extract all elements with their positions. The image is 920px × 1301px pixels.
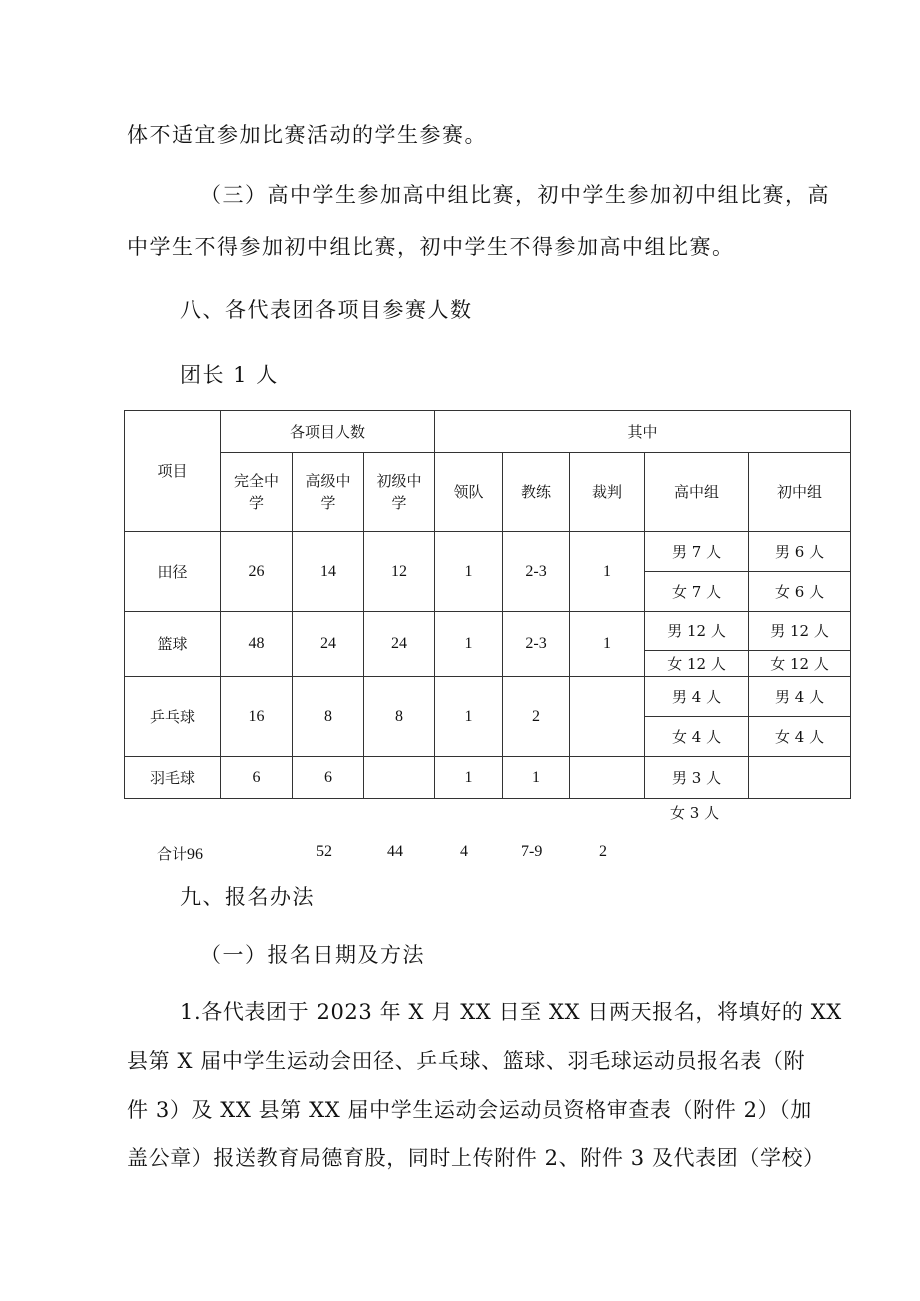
totals-junior: 44 (387, 843, 403, 860)
cell-mid-female: 女 6 人 (749, 572, 851, 612)
paragraph-rule-3-line2: 中学生不得参加初中组比赛，初中学生不得参加高中组比赛。 (127, 235, 735, 259)
cell-senior: 24 (293, 612, 364, 677)
cell-senior: 8 (293, 677, 364, 757)
section-heading-8: 八、各代表团各项目参赛人数 (180, 298, 473, 322)
cell-senior: 6 (293, 757, 364, 799)
cell-coach: 2-3 (503, 612, 570, 677)
totals-coach: 7-9 (521, 843, 543, 860)
subheading-registration-dates: （一）报名日期及方法 (200, 943, 425, 967)
cell-mid-male: 男 6 人 (749, 532, 851, 572)
cell-leader: 1 (435, 677, 503, 757)
totals-label-row (157, 843, 203, 864)
cell-junior: 24 (364, 612, 435, 677)
cell-leader: 1 (435, 612, 503, 677)
cell-high-male: 男 12 人 (645, 612, 749, 651)
paragraph-registration-line4: 盖公章）报送教育局德育股，同时上传附件 2、附件 3 及代表团（学校） (127, 1146, 825, 1170)
cell-leader: 1 (435, 532, 503, 612)
row-name-basketball: 篮球 (125, 612, 221, 677)
header-among: 其中 (435, 411, 851, 453)
cell-high-female: 女 7 人 (645, 572, 749, 612)
cell-leader: 1 (435, 757, 503, 799)
cell-mid-female: 女 4 人 (749, 717, 851, 757)
cell-mid-female: 女 12 人 (749, 651, 851, 677)
totals-referee: 2 (599, 843, 607, 860)
paragraph-rule-3-line1: （三）高中学生参加高中组比赛，初中学生参加初中组比赛，高 (200, 183, 830, 207)
totals-complete: 96 (187, 846, 204, 863)
cell-complete: 6 (221, 757, 293, 799)
row-name-table-tennis: 乒乓球 (125, 677, 221, 757)
cell-high-male: 男 4 人 (645, 677, 749, 717)
cell-coach: 2 (503, 677, 570, 757)
cell-mid-male: 男 4 人 (749, 677, 851, 717)
cell-coach: 2-3 (503, 532, 570, 612)
cell-high-female-badminton: 女 3 人 (670, 804, 720, 822)
cell-junior: 12 (364, 532, 435, 612)
cell-mid-male (749, 757, 851, 799)
cell-referee: 1 (570, 612, 645, 677)
cell-junior (364, 757, 435, 799)
cell-mid-male: 男 12 人 (749, 612, 851, 651)
cell-complete: 48 (221, 612, 293, 677)
cell-high-male: 男 3 人 (645, 757, 749, 799)
paragraph-registration-line1: 1.各代表团于 2023 年 X 月 XX 日至 XX 日两天报名，将填好的 XX (180, 1000, 842, 1024)
header-junior-school: 初级中学 (364, 453, 435, 532)
cell-high-female: 女 4 人 (645, 717, 749, 757)
cell-complete: 26 (221, 532, 293, 612)
totals-senior: 52 (316, 843, 332, 860)
cell-referee (570, 677, 645, 757)
header-complete-school: 完全中学 (221, 453, 293, 532)
cell-coach: 1 (503, 757, 570, 799)
cell-referee: 1 (570, 532, 645, 612)
paragraph-continuation: 体不适宜参加比赛活动的学生参赛。 (127, 123, 487, 147)
totals-label: 合计 (157, 845, 188, 863)
header-counts: 各项目人数 (221, 411, 435, 453)
header-leader: 领队 (435, 453, 503, 532)
participants-table (124, 410, 851, 799)
header-referee: 裁判 (570, 453, 645, 532)
row-name-badminton: 羽毛球 (125, 757, 221, 799)
row-name-track: 田径 (125, 532, 221, 612)
cell-referee (570, 757, 645, 799)
cell-high-female: 女 12 人 (645, 651, 749, 677)
cell-high-male: 男 7 人 (645, 532, 749, 572)
team-leader-note: 团长 1 人 (180, 363, 279, 387)
header-senior-school: 高级中学 (293, 453, 364, 532)
header-project: 项目 (125, 411, 221, 532)
totals-leader: 4 (460, 843, 468, 860)
paragraph-registration-line2: 县第 X 届中学生运动会田径、乒乓球、篮球、羽毛球运动员报名表（附 (127, 1049, 806, 1073)
cell-senior: 14 (293, 532, 364, 612)
cell-junior: 8 (364, 677, 435, 757)
cell-complete: 16 (221, 677, 293, 757)
header-mid-group: 初中组 (749, 453, 851, 532)
paragraph-registration-line3: 件 3）及 XX 县第 XX 届中学生运动会运动员资格审查表（附件 2）（加 (127, 1098, 812, 1122)
header-coach: 教练 (503, 453, 570, 532)
section-heading-9: 九、报名办法 (180, 885, 315, 909)
header-high-group: 高中组 (645, 453, 749, 532)
